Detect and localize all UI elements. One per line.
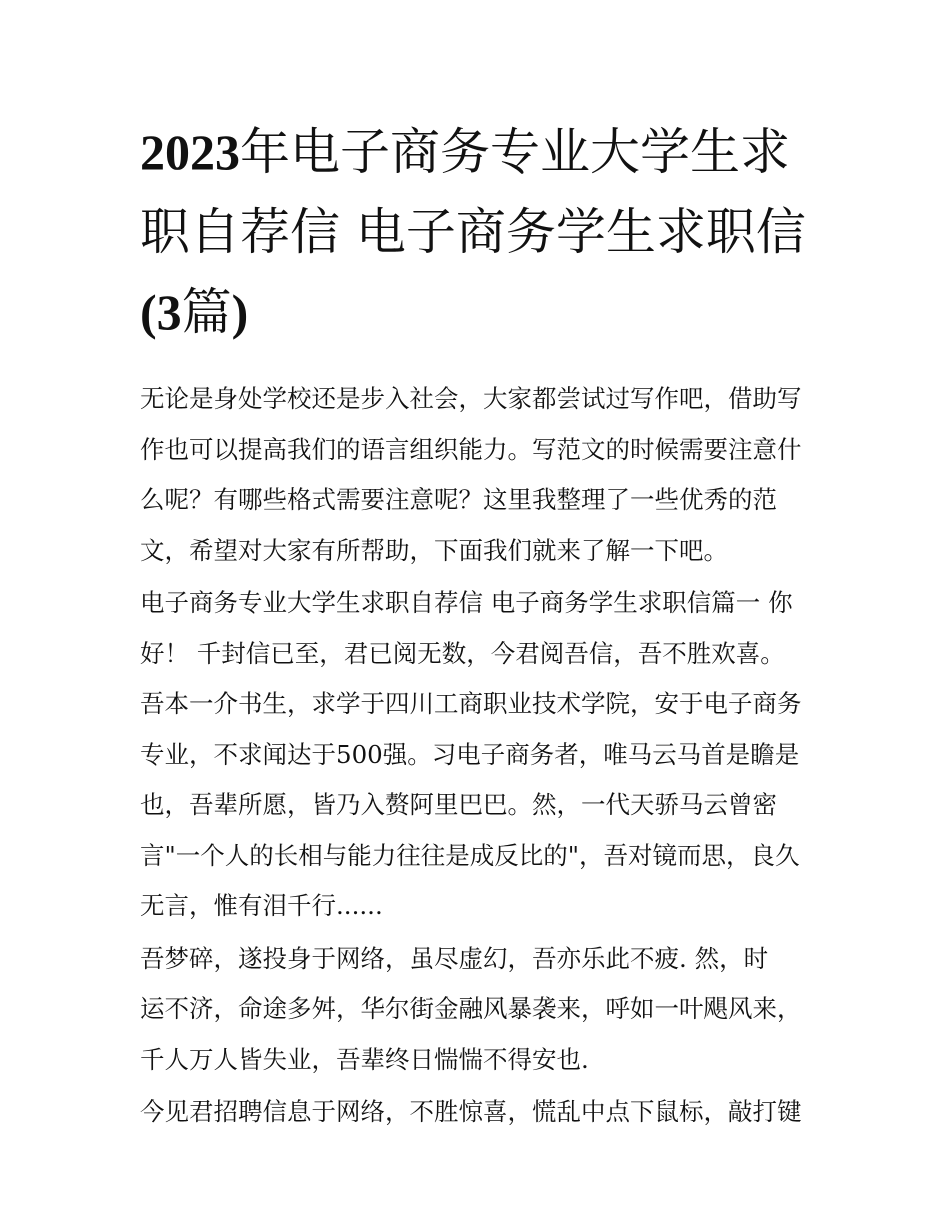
title-count-label: 篇 — [181, 283, 232, 341]
paragraph-line: 也，吾辈所愿，皆乃入赘阿里巴巴。然，一代天骄马云曾密 — [140, 790, 777, 819]
paragraph-line: 无言，惟有泪千行...... — [140, 891, 383, 920]
title-line-3 — [140, 272, 812, 352]
paragraph-line: 千人万人皆失业，吾辈终日惴惴不得安也. — [140, 1044, 589, 1074]
paragraph-line: 吾本一介书生，求学于四川工商职业技术学院，安于电子商务 — [140, 689, 802, 718]
paragraph-line: 吾梦碎，遂投身于网络，虽尽虚幻，吾亦乐此不疲. 然，时 — [140, 943, 769, 973]
paragraph-2 — [140, 578, 812, 932]
paragraph-line: 无论是身处学校还是步入社会，大家都尝试过写作吧，借助写 — [140, 384, 802, 413]
title-year: 2023 — [140, 124, 240, 180]
paragraph-line: 运不济，命途多舛，华尔街金融风暴袭来，呼如一叶飓风来， — [140, 994, 802, 1023]
paragraph-4 — [140, 1087, 812, 1138]
paragraph-line: 么呢？有哪些格式需要注意呢？这里我整理了一些优秀的范 — [140, 485, 777, 514]
title-line-1-rest: 年电子商务专业大学生求 — [240, 123, 790, 181]
paragraph-line: 文，希望对大家有所帮助，下面我们就来了解一下吧。 — [140, 535, 728, 565]
paragraph-line: 作也可以提高我们的语言组织能力。写范文的时候需要注意什 — [140, 434, 802, 464]
paragraph-line: 电子商务专业大学生求职自荐信 电子商务学生求职信篇一 你 — [140, 588, 793, 617]
paragraph-line: 言"一个人的长相与能力往往是成反比的"，吾对镜而思，良久 — [140, 840, 800, 870]
title-line-1 — [140, 112, 812, 192]
document-title — [140, 112, 812, 352]
paragraph-3 — [140, 934, 812, 1086]
paragraph-line: 今见君招聘信息于网络，不胜惊喜，慌乱中点下鼠标，敲打键 — [140, 1097, 802, 1126]
paragraph-1 — [140, 374, 812, 576]
paragraph-line: 专业，不求闻达于500强。习电子商务者，唯马云马首是瞻是 — [140, 739, 800, 769]
paragraph-line: 好！ 千封信已至，君已阅无数，今君阅吾信，吾不胜欢喜。 — [140, 638, 785, 668]
title-paren-open: (3 — [140, 284, 182, 340]
title-paren-close: ) — [231, 284, 249, 340]
title-line-2: 职自荐信 电子商务学生求职信 — [140, 203, 806, 261]
document-page — [140, 112, 812, 1138]
